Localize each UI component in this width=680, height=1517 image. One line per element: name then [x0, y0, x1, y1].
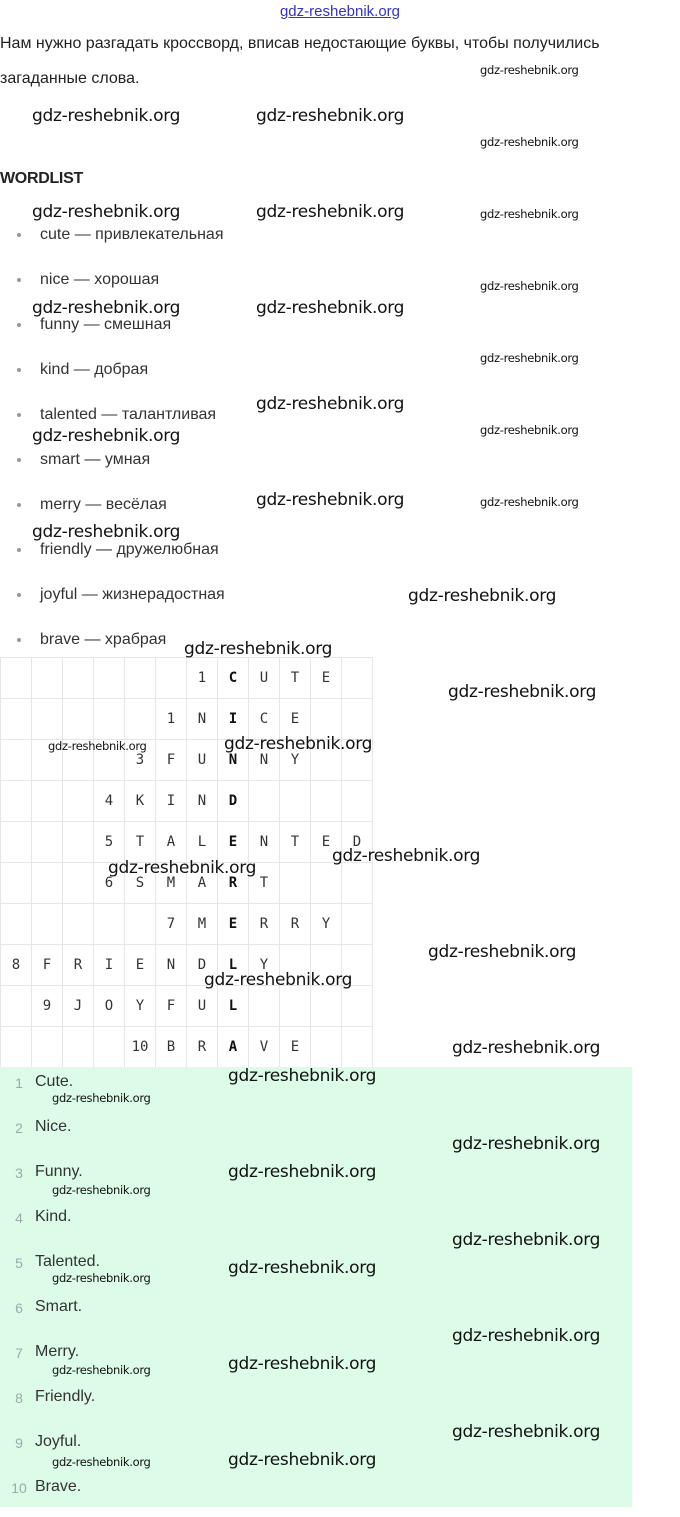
answer-number: 4 — [15, 1210, 23, 1226]
wordlist-item: kind — добрая — [0, 345, 225, 390]
watermark-text: gdz-reshebnik.org — [332, 846, 481, 866]
crossword-cell — [1, 904, 32, 945]
crossword-cell — [1, 699, 32, 740]
crossword-cell: S — [125, 863, 156, 904]
crossword-cell: 4 — [94, 781, 125, 822]
crossword-cell — [342, 986, 373, 1027]
crossword-cell: D — [342, 822, 373, 863]
answer-text: Brave. — [35, 1478, 82, 1495]
wordlist-item: talented — талантливая — [0, 390, 225, 435]
bullet-icon — [17, 323, 21, 327]
watermark-text: gdz-reshebnik.org — [480, 351, 579, 365]
crossword-cell: C — [249, 699, 280, 740]
crossword-row — [1, 822, 373, 863]
crossword-cell: F — [156, 986, 187, 1027]
watermark-text: gdz-reshebnik.org — [256, 202, 405, 222]
crossword-cell — [311, 1027, 342, 1068]
crossword-row — [1, 658, 373, 699]
watermark-text: gdz-reshebnik.org — [256, 490, 405, 510]
crossword-cell — [280, 781, 311, 822]
crossword-cell — [342, 1027, 373, 1068]
watermark-text: gdz-reshebnik.org — [480, 207, 579, 221]
crossword-cell — [63, 863, 94, 904]
watermark-text: gdz-reshebnik.org — [32, 298, 181, 318]
crossword-cell — [156, 658, 187, 699]
crossword-cell: M — [187, 904, 218, 945]
crossword-cell — [32, 699, 63, 740]
crossword-cell — [125, 904, 156, 945]
crossword-cell: E — [311, 658, 342, 699]
crossword-cell — [1, 658, 32, 699]
crossword-cell: T — [249, 863, 280, 904]
crossword-row — [1, 1027, 373, 1068]
bullet-icon — [17, 548, 21, 552]
crossword-cell: F — [32, 945, 63, 986]
crossword-cell — [311, 781, 342, 822]
wordlist-item: nice — хорошая — [0, 255, 225, 300]
crossword-cell: D — [187, 945, 218, 986]
crossword-cell: N — [187, 781, 218, 822]
watermark-text: gdz-reshebnik.org — [452, 1326, 601, 1346]
answer-text: Friendly. — [35, 1388, 96, 1405]
watermark-text: gdz-reshebnik.org — [32, 522, 181, 542]
crossword-cell: E — [125, 945, 156, 986]
crossword-cell: Y — [125, 986, 156, 1027]
bullet-icon — [17, 233, 21, 237]
crossword-cell — [63, 904, 94, 945]
watermark-text: gdz-reshebnik.org — [408, 586, 557, 606]
crossword-cell: A — [156, 822, 187, 863]
watermark-text: gdz-reshebnik.org — [32, 426, 181, 446]
crossword-cell: I — [156, 781, 187, 822]
crossword-cell: 1 — [156, 699, 187, 740]
watermark-text: gdz-reshebnik.org — [480, 63, 579, 77]
answer-text: Funny. — [35, 1163, 83, 1180]
crossword-cell: 8 — [1, 945, 32, 986]
watermark-text: gdz-reshebnik.org — [452, 1230, 601, 1250]
watermark-text: gdz-reshebnik.org — [224, 734, 373, 754]
crossword-cell — [342, 904, 373, 945]
answer-text: Smart. — [35, 1298, 83, 1315]
watermark-text: gdz-reshebnik.org — [228, 1066, 377, 1086]
crossword-cell — [94, 904, 125, 945]
crossword-cell: N — [218, 740, 249, 781]
site-link[interactable]: gdz-reshebnik.org — [279, 3, 401, 20]
wordlist-item: cute — привлекательная — [0, 210, 225, 255]
crossword-cell — [311, 863, 342, 904]
crossword-cell: 1 — [187, 658, 218, 699]
crossword-cell: Y — [249, 945, 280, 986]
crossword-cell: U — [187, 740, 218, 781]
crossword-cell: I — [218, 699, 249, 740]
crossword-cell: R — [218, 863, 249, 904]
crossword-cell: 6 — [94, 863, 125, 904]
crossword-cell — [63, 1027, 94, 1068]
crossword-cell: L — [218, 986, 249, 1027]
crossword-cell: U — [249, 658, 280, 699]
crossword-cell — [125, 658, 156, 699]
crossword-cell — [94, 1027, 125, 1068]
crossword-cell — [311, 986, 342, 1027]
crossword-cell: 7 — [156, 904, 187, 945]
crossword-cell — [1, 1027, 32, 1068]
answer-row — [0, 1472, 632, 1517]
crossword-cell: L — [218, 945, 249, 986]
crossword-cell: U — [187, 986, 218, 1027]
crossword-cell: N — [187, 699, 218, 740]
crossword-cell: B — [156, 1027, 187, 1068]
crossword-cell — [32, 822, 63, 863]
crossword-cell — [1, 986, 32, 1027]
watermark-text: gdz-reshebnik.org — [480, 279, 579, 293]
answer-number: 5 — [15, 1255, 23, 1271]
watermark-text: gdz-reshebnik.org — [228, 1162, 377, 1182]
watermark-text: gdz-reshebnik.org — [228, 1450, 377, 1470]
answer-number: 10 — [11, 1480, 27, 1496]
bullet-icon — [17, 638, 21, 642]
answer-text: Kind. — [35, 1208, 72, 1225]
crossword-cell: E — [280, 1027, 311, 1068]
crossword-cell — [32, 1027, 63, 1068]
crossword-cell: E — [311, 822, 342, 863]
crossword-cell: E — [280, 699, 311, 740]
crossword-cell: R — [249, 904, 280, 945]
wordlist-item: merry — весёлая — [0, 480, 225, 525]
watermark-text: gdz-reshebnik.org — [428, 942, 577, 962]
crossword-cell: R — [280, 904, 311, 945]
crossword-row — [1, 986, 373, 1027]
watermark-text: gdz-reshebnik.org — [480, 135, 579, 149]
crossword-cell — [63, 781, 94, 822]
bullet-icon — [17, 278, 21, 282]
watermark-text: gdz-reshebnik.org — [480, 495, 579, 509]
crossword-cell: T — [125, 822, 156, 863]
answer-number: 7 — [15, 1345, 23, 1361]
crossword-cell — [280, 986, 311, 1027]
crossword-cell: K — [125, 781, 156, 822]
watermark-text: gdz-reshebnik.org — [448, 682, 597, 702]
answer-row — [0, 1382, 632, 1427]
crossword-cell — [342, 781, 373, 822]
crossword-cell — [32, 658, 63, 699]
watermark-text: gdz-reshebnik.org — [452, 1422, 601, 1442]
wordlist-item: friendly — дружелюбная — [0, 525, 225, 570]
crossword-cell — [280, 863, 311, 904]
answer-text: Cute. — [35, 1073, 74, 1090]
crossword-cell: N — [249, 740, 280, 781]
crossword-row — [1, 781, 373, 822]
crossword-cell: Y — [311, 904, 342, 945]
crossword-cell: N — [249, 822, 280, 863]
bullet-icon — [17, 413, 21, 417]
crossword-cell — [1, 781, 32, 822]
crossword-cell — [63, 658, 94, 699]
wordlist-heading: WORDLIST — [0, 170, 83, 187]
answer-number: 1 — [15, 1075, 23, 1091]
crossword-cell: R — [187, 1027, 218, 1068]
wordlist-item: joyful — жизнерадостная — [0, 570, 225, 615]
crossword-cell: 3 — [125, 740, 156, 781]
watermark-text: gdz-reshebnik.org — [256, 106, 405, 126]
crossword-cell: T — [280, 658, 311, 699]
crossword-cell — [1, 863, 32, 904]
answer-number: 2 — [15, 1120, 23, 1136]
watermark-text: gdz-reshebnik.org — [480, 423, 579, 437]
crossword-cell: A — [187, 863, 218, 904]
watermark-text: gdz-reshebnik.org — [52, 1455, 151, 1469]
crossword-cell: O — [94, 986, 125, 1027]
watermark-text: gdz-reshebnik.org — [184, 639, 333, 659]
crossword-cell: M — [156, 863, 187, 904]
answer-text: Nice. — [35, 1118, 72, 1135]
crossword-cell — [1, 740, 32, 781]
wordlist-item: brave — храбрая — [0, 615, 225, 660]
watermark-text: gdz-reshebnik.org — [452, 1038, 601, 1058]
wordlist-item: funny — смешная — [0, 300, 225, 345]
crossword-cell: 5 — [94, 822, 125, 863]
crossword-cell: 9 — [32, 986, 63, 1027]
crossword-cell: V — [249, 1027, 280, 1068]
crossword-cell — [32, 863, 63, 904]
bullet-icon — [17, 503, 21, 507]
bullet-icon — [17, 593, 21, 597]
crossword-cell — [94, 699, 125, 740]
crossword-cell: A — [218, 1027, 249, 1068]
answer-text: Joyful. — [35, 1433, 82, 1450]
watermark-text: gdz-reshebnik.org — [228, 1258, 377, 1278]
bullet-icon — [17, 368, 21, 372]
watermark-text: gdz-reshebnik.org — [256, 394, 405, 414]
watermark-text: gdz-reshebnik.org — [452, 1134, 601, 1154]
crossword-cell — [342, 658, 373, 699]
crossword-cell: C — [218, 658, 249, 699]
crossword-cell: I — [94, 945, 125, 986]
crossword-cell: N — [156, 945, 187, 986]
watermark-text: gdz-reshebnik.org — [108, 858, 257, 878]
crossword-cell — [32, 904, 63, 945]
crossword-cell: E — [218, 822, 249, 863]
crossword-cell: L — [187, 822, 218, 863]
watermark-text: gdz-reshebnik.org — [32, 202, 181, 222]
intro-text: Нам нужно разгадать кроссворд, вписав недостающие буквы, чтобы получились загаданные слова. — [0, 35, 600, 87]
watermark-text: gdz-reshebnik.org — [52, 1271, 151, 1285]
crossword-row — [1, 904, 373, 945]
watermark-text: gdz-reshebnik.org — [204, 970, 353, 990]
crossword-cell: E — [218, 904, 249, 945]
answer-number: 6 — [15, 1300, 23, 1316]
crossword-cell: Y — [280, 740, 311, 781]
crossword-cell — [32, 781, 63, 822]
crossword-cell: D — [218, 781, 249, 822]
crossword-cell — [342, 863, 373, 904]
crossword-cell — [125, 699, 156, 740]
watermark-text: gdz-reshebnik.org — [52, 1363, 151, 1377]
crossword-cell — [63, 822, 94, 863]
crossword-cell: T — [280, 822, 311, 863]
crossword-cell: F — [156, 740, 187, 781]
crossword-cell: 10 — [125, 1027, 156, 1068]
crossword-cell — [1, 822, 32, 863]
answer-number: 3 — [15, 1165, 23, 1181]
watermark-text: gdz-reshebnik.org — [52, 1091, 151, 1105]
answer-text: Merry. — [35, 1343, 80, 1360]
crossword-cell — [63, 699, 94, 740]
crossword-cell: J — [63, 986, 94, 1027]
watermark-text: gdz-reshebnik.org — [48, 739, 147, 753]
crossword-cell — [249, 986, 280, 1027]
answer-number: 8 — [15, 1390, 23, 1406]
watermark-text: gdz-reshebnik.org — [256, 298, 405, 318]
crossword-cell: R — [63, 945, 94, 986]
wordlist-item: smart — умная — [0, 435, 225, 480]
watermark-text: gdz-reshebnik.org — [32, 106, 181, 126]
answer-text: Talented. — [35, 1253, 100, 1270]
answer-number: 9 — [15, 1435, 23, 1451]
crossword-cell — [94, 658, 125, 699]
bullet-icon — [17, 458, 21, 462]
crossword-cell — [249, 781, 280, 822]
watermark-text: gdz-reshebnik.org — [228, 1354, 377, 1374]
watermark-text: gdz-reshebnik.org — [52, 1183, 151, 1197]
